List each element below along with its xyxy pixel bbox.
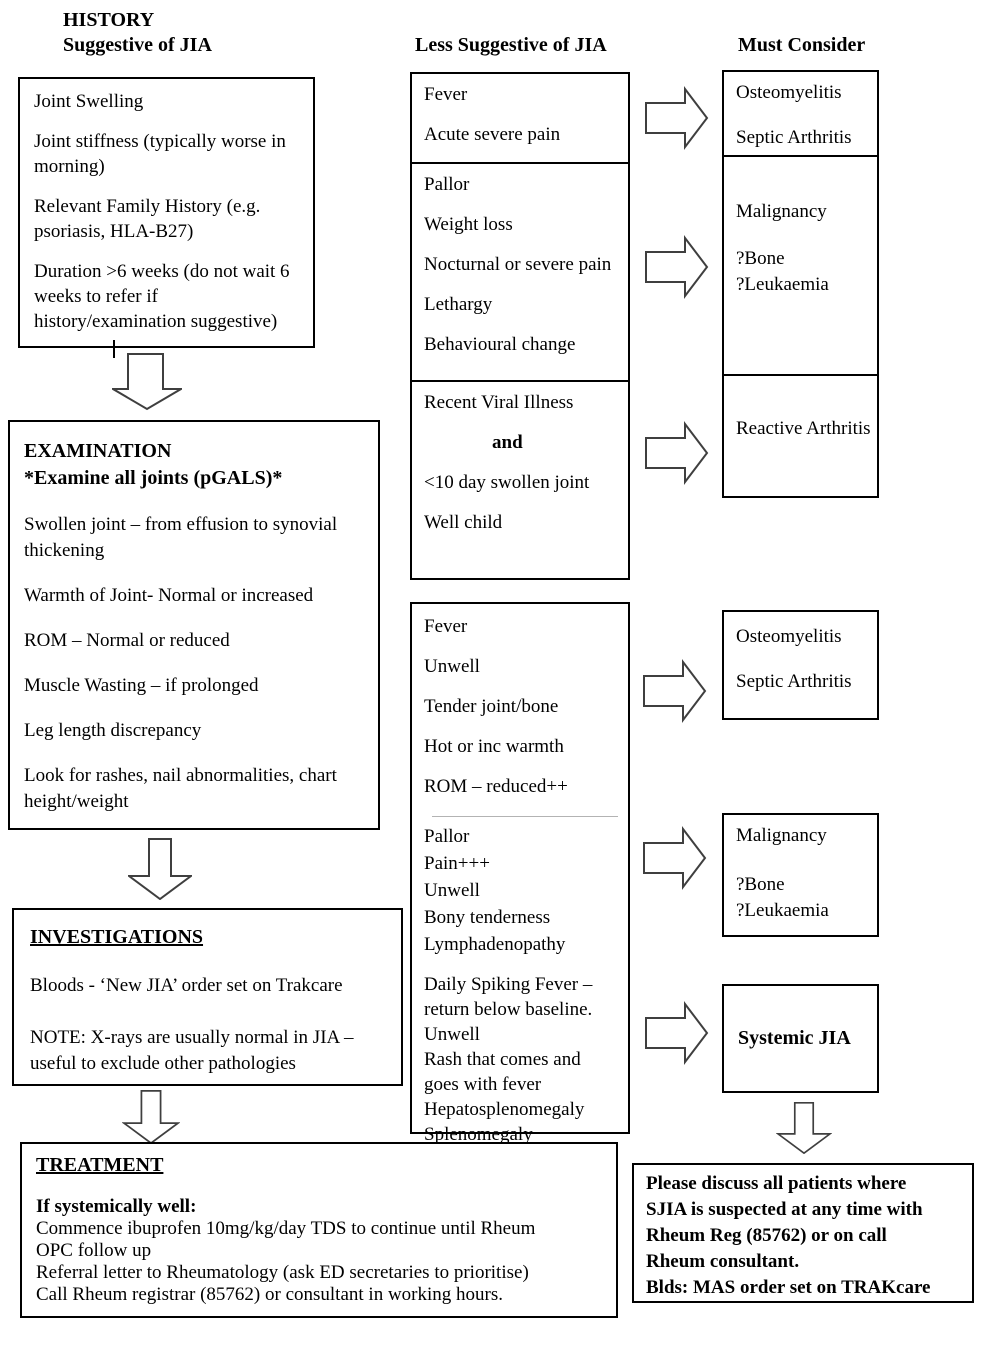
less-suggestive-section-fever bbox=[412, 74, 628, 164]
diagnosis-item: Osteomyelitis bbox=[736, 626, 842, 647]
examination-item: Swollen joint – from effusion to synovial thickening bbox=[24, 514, 338, 561]
treatment-box bbox=[20, 1142, 618, 1318]
symptom-item: Fever bbox=[424, 84, 468, 105]
malignancy-signs-section bbox=[412, 817, 628, 958]
systemic-jia-label: Systemic JIA bbox=[738, 1027, 851, 1049]
down-arrow-icon bbox=[122, 1090, 180, 1144]
symptom-item: Splenomegaly bbox=[424, 1124, 533, 1145]
note-line: Rheum Reg (85762) or on call bbox=[646, 1225, 887, 1246]
history-item: Joint stiffness (typically worse in morning) bbox=[34, 131, 286, 177]
diagnosis-item: Reactive Arthritis bbox=[736, 418, 871, 439]
diagnosis-item: Malignancy bbox=[736, 825, 827, 846]
symptom-item: Behavioural change bbox=[424, 334, 576, 355]
must-consider-box-2 bbox=[722, 610, 879, 720]
less-suggestive-box-2 bbox=[410, 602, 630, 1145]
down-arrow-icon bbox=[776, 1102, 832, 1154]
symptom-item: Weight loss bbox=[424, 214, 513, 235]
investigations-item: NOTE: X-rays are usually normal in JIA – useful to exclude other pathologies bbox=[30, 1027, 354, 1074]
examination-item: Warmth of Joint- Normal or increased bbox=[24, 585, 314, 606]
note-line: Please discuss all patients where bbox=[646, 1173, 907, 1194]
treatment-line: Commence ibuprofen 10mg/kg/day TDS to continue until Rheum bbox=[36, 1218, 536, 1239]
diagnosis-item: ?Leukaemia bbox=[736, 274, 829, 295]
symptom-item: Tender joint/bone bbox=[424, 696, 559, 717]
examination-item: Leg length discrepancy bbox=[24, 720, 202, 741]
sjia-discussion-note-box bbox=[632, 1163, 974, 1303]
symptom-item: Acute severe pain bbox=[424, 124, 561, 145]
right-arrow-icon bbox=[645, 235, 709, 299]
history-item: Relevant Family History (e.g. psoriasis, HLA-B27) bbox=[34, 196, 261, 242]
history-box bbox=[18, 77, 315, 348]
less-suggestive-section-viral bbox=[412, 382, 628, 578]
symptom-item: Fever bbox=[424, 616, 468, 637]
investigations-title: INVESTIGATIONS bbox=[30, 926, 204, 948]
symptom-item: Recent Viral Illness bbox=[424, 392, 574, 413]
note-line: Rheum consultant. bbox=[646, 1251, 800, 1272]
down-arrow-icon bbox=[128, 838, 192, 900]
symptom-item: Pain+++ bbox=[424, 853, 490, 874]
examination-subtitle: *Examine all joints (pGALS)* bbox=[24, 467, 283, 489]
symptom-item: Lethargy bbox=[424, 294, 493, 315]
diagnosis-item: ?Bone bbox=[736, 874, 785, 895]
symptom-item: Hepatosplenomegaly bbox=[424, 1099, 585, 1120]
symptom-item: Nocturnal or severe pain bbox=[424, 254, 612, 275]
conjunction-and: and bbox=[492, 432, 523, 453]
diagnosis-item: ?Leukaemia bbox=[736, 900, 829, 921]
note-line: Blds: MAS order set on TRAKcare bbox=[646, 1277, 931, 1298]
note-line: SJIA is suspected at any time with bbox=[646, 1199, 923, 1220]
examination-item: Muscle Wasting – if prolonged bbox=[24, 675, 259, 696]
treatment-title: TREATMENT bbox=[36, 1154, 164, 1176]
suggestive-of-jia-header: Suggestive of JIA bbox=[63, 34, 212, 56]
systemic-jia-box bbox=[722, 984, 879, 1093]
systemic-jia-signs-section bbox=[412, 958, 628, 1147]
investigations-item: Bloods - ‘New JIA’ order set on Trakcare bbox=[30, 975, 343, 996]
less-suggestive-header: Less Suggestive of JIA bbox=[415, 34, 607, 56]
symptom-item: Lymphadenopathy bbox=[424, 934, 566, 955]
treatment-line: OPC follow up bbox=[36, 1240, 152, 1261]
diagnosis-item: Malignancy bbox=[736, 201, 827, 222]
history-item: Duration >6 weeks (do not wait 6 weeks to refer if history/examination suggestive) bbox=[34, 261, 290, 332]
symptom-item: Pallor bbox=[424, 174, 470, 195]
diagnosis-item: Septic Arthritis bbox=[736, 671, 852, 692]
symptom-item: Well child bbox=[424, 512, 503, 533]
diagnosis-section-malignancy bbox=[724, 157, 877, 376]
symptom-item: ROM – reduced++ bbox=[424, 776, 568, 797]
right-arrow-icon bbox=[645, 86, 709, 150]
symptom-item: Unwell bbox=[424, 880, 480, 901]
diagnosis-item: Osteomyelitis bbox=[736, 82, 842, 103]
examination-box bbox=[8, 420, 380, 830]
examination-item: Look for rashes, nail abnormalities, chart height/weight bbox=[24, 765, 337, 812]
must-consider-box-3 bbox=[722, 813, 879, 937]
examination-item: ROM – Normal or reduced bbox=[24, 630, 230, 651]
history-header: HISTORY bbox=[63, 9, 155, 31]
diagnosis-item: ?Bone bbox=[736, 248, 785, 269]
history-item: Joint Swelling bbox=[34, 91, 144, 112]
must-consider-header: Must Consider bbox=[738, 34, 866, 56]
down-arrow-icon bbox=[112, 353, 182, 411]
must-consider-box-1 bbox=[722, 70, 879, 498]
right-arrow-icon bbox=[643, 659, 707, 723]
less-suggestive-section-systemic bbox=[412, 164, 628, 382]
less-suggestive-box-1 bbox=[410, 72, 630, 580]
symptom-item: Unwell bbox=[424, 656, 480, 677]
symptom-item: <10 day swollen joint bbox=[424, 472, 590, 493]
right-arrow-icon bbox=[643, 826, 707, 890]
examination-title: EXAMINATION bbox=[24, 440, 172, 462]
symptom-item: Daily Spiking Fever – return below baseline. bbox=[424, 974, 593, 1020]
diagnosis-item: Septic Arthritis bbox=[736, 127, 852, 148]
investigations-box bbox=[12, 908, 403, 1086]
symptom-item: Hot or inc warmth bbox=[424, 736, 564, 757]
right-arrow-icon bbox=[645, 1001, 709, 1065]
symptom-item: Unwell bbox=[424, 1024, 480, 1045]
symptom-item: Rash that comes and goes with fever bbox=[424, 1049, 581, 1095]
treatment-subtitle: If systemically well: bbox=[36, 1196, 197, 1217]
diagnosis-section-reactive bbox=[724, 376, 877, 496]
infection-signs-section bbox=[412, 604, 628, 816]
right-arrow-icon bbox=[645, 421, 709, 485]
symptom-item: Pallor bbox=[424, 826, 470, 847]
diagnosis-section-septic bbox=[724, 72, 877, 157]
treatment-line: Referral letter to Rheumatology (ask ED secretaries to prioritise) bbox=[36, 1262, 529, 1283]
treatment-line: Call Rheum registrar (85762) or consultant in working hours. bbox=[36, 1284, 504, 1305]
symptom-item: Bony tenderness bbox=[424, 907, 551, 928]
